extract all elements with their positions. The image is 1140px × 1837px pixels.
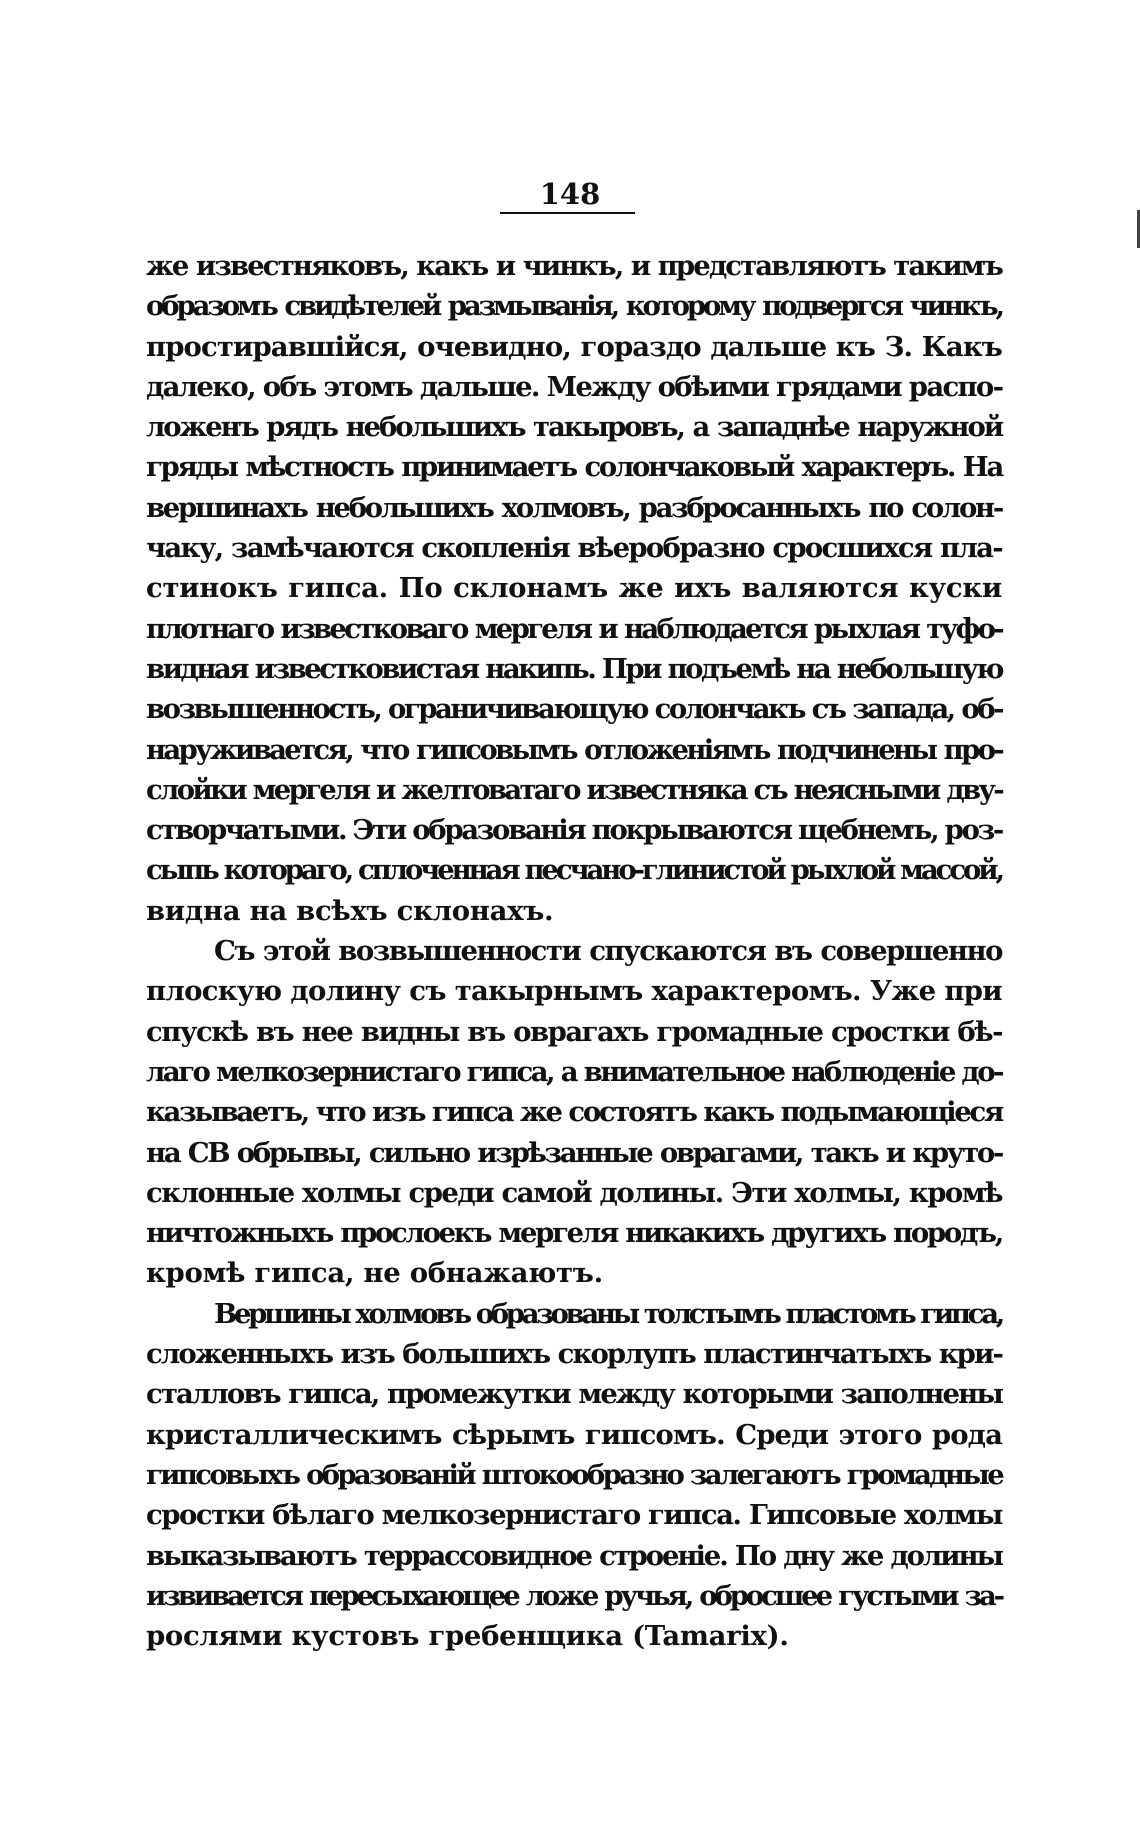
body-text — [146, 246, 1002, 1656]
page-number: 148 — [539, 177, 601, 211]
text-line: склонные холмы среди самой долины. Эти холмы, кромѣ — [146, 1176, 1002, 1209]
text-line: ложенъ рядъ небольшихъ такыровъ, а западнѣе наружной — [146, 411, 1002, 444]
text-line: видна на всѣхъ склонахъ. — [146, 894, 554, 927]
text-line: далеко, объ этомъ дальше. Между обѣими грядами распо- — [146, 370, 1003, 403]
text-line: видная известковистая накипь. При подъемѣ на небольшую — [146, 652, 1002, 685]
text-line: кромѣ гипса, не обнажаютъ. — [146, 1257, 603, 1290]
text-line: Съ этой возвышенности спускаются въ совершенно — [214, 935, 1002, 968]
text-line: плотнаго известковаго мергеля и наблюдается рыхлая туфо- — [146, 612, 1002, 645]
paragraph-1 — [146, 246, 1002, 931]
text-line: лаго мелкозернистаго гипса, а внимательное наблюденіе до- — [146, 1055, 1002, 1088]
text-line: Вершины холмовъ образованы толстымъ пластомъ гипса, — [214, 1297, 1002, 1330]
text-line: чаку, замѣчаются скопленія вѣеробразно сросшихся пла- — [146, 532, 1002, 565]
text-line: простиравшійся, очевидно, гораздо дальше къ З. Какъ — [146, 330, 1002, 363]
text-line: выказываютъ террассовидное строеніе. По дну же долины — [146, 1539, 1002, 1572]
text-line: кристаллическимъ сѣрымъ гипсомъ. Среди этого рода — [146, 1418, 1002, 1451]
text-line: же известняковъ, какъ и чинкъ, и представляютъ такимъ — [146, 250, 1002, 282]
text-line: сыпь котораго, сплоченная песчано-глинистой рыхлой массой, — [146, 854, 1002, 887]
text-line: извивается пересыхающее ложе ручья, обросшее густыми за- — [146, 1579, 1002, 1612]
paragraph-3 — [146, 1294, 1002, 1657]
text-line: на СВ обрывы, сильно изрѣзанные оврагами, такъ и круто- — [146, 1136, 1002, 1169]
paragraph-2 — [146, 931, 1002, 1294]
text-line: возвышенность, ограничивающую солончакъ съ запада, об- — [146, 693, 1002, 726]
text-line: плоскую долину съ такырнымъ характеромъ. Уже при — [146, 975, 1002, 1008]
text-line: образомъ свидѣтелей размыванія, которому подвергся чинкъ, — [146, 290, 1002, 323]
text-line: ничтожныхъ прослоекъ мергеля никакихъ другихъ породъ, — [146, 1217, 1002, 1250]
text-line: створчатыми. Эти образованія покрываются щебнемъ, роз- — [146, 814, 1002, 847]
text-line: гипсовыхъ образованій штокообразно залегаютъ громадные — [146, 1458, 1002, 1491]
text-line: сталловъ гипса, промежутки между которыми заполнены — [146, 1378, 1002, 1411]
text-line: казываетъ, что изъ гипса же состоятъ какъ подымающіеся — [146, 1096, 1002, 1129]
text-line: рослями кустовъ гребенщика (Tamarix). — [146, 1620, 789, 1653]
text-line: сростки бѣлаго мелкозернистаго гипса. Гипсовые холмы — [146, 1499, 1002, 1532]
text-line: гряды мѣстность принимаетъ солончаковый характеръ. На — [146, 451, 1002, 484]
text-line: спускѣ въ нее видны въ оврагахъ громадные сростки бѣ- — [146, 1015, 1002, 1048]
text-line: вершинахъ небольшихъ холмовъ, разбросанныхъ по солон- — [146, 491, 1002, 524]
text-line: слойки мергеля и желтоватаго известняка съ неясными дву- — [146, 773, 1002, 806]
text-line: наруживается, что гипсовымъ отложеніямъ подчинены про- — [146, 733, 1002, 766]
text-line: стинокъ гипса. По склонамъ же ихъ валяются куски — [146, 572, 1002, 605]
page-number-rule — [500, 212, 635, 214]
text-line: сложенныхъ изъ большихъ скорлупъ пластинчатыхъ кри- — [146, 1338, 1002, 1371]
